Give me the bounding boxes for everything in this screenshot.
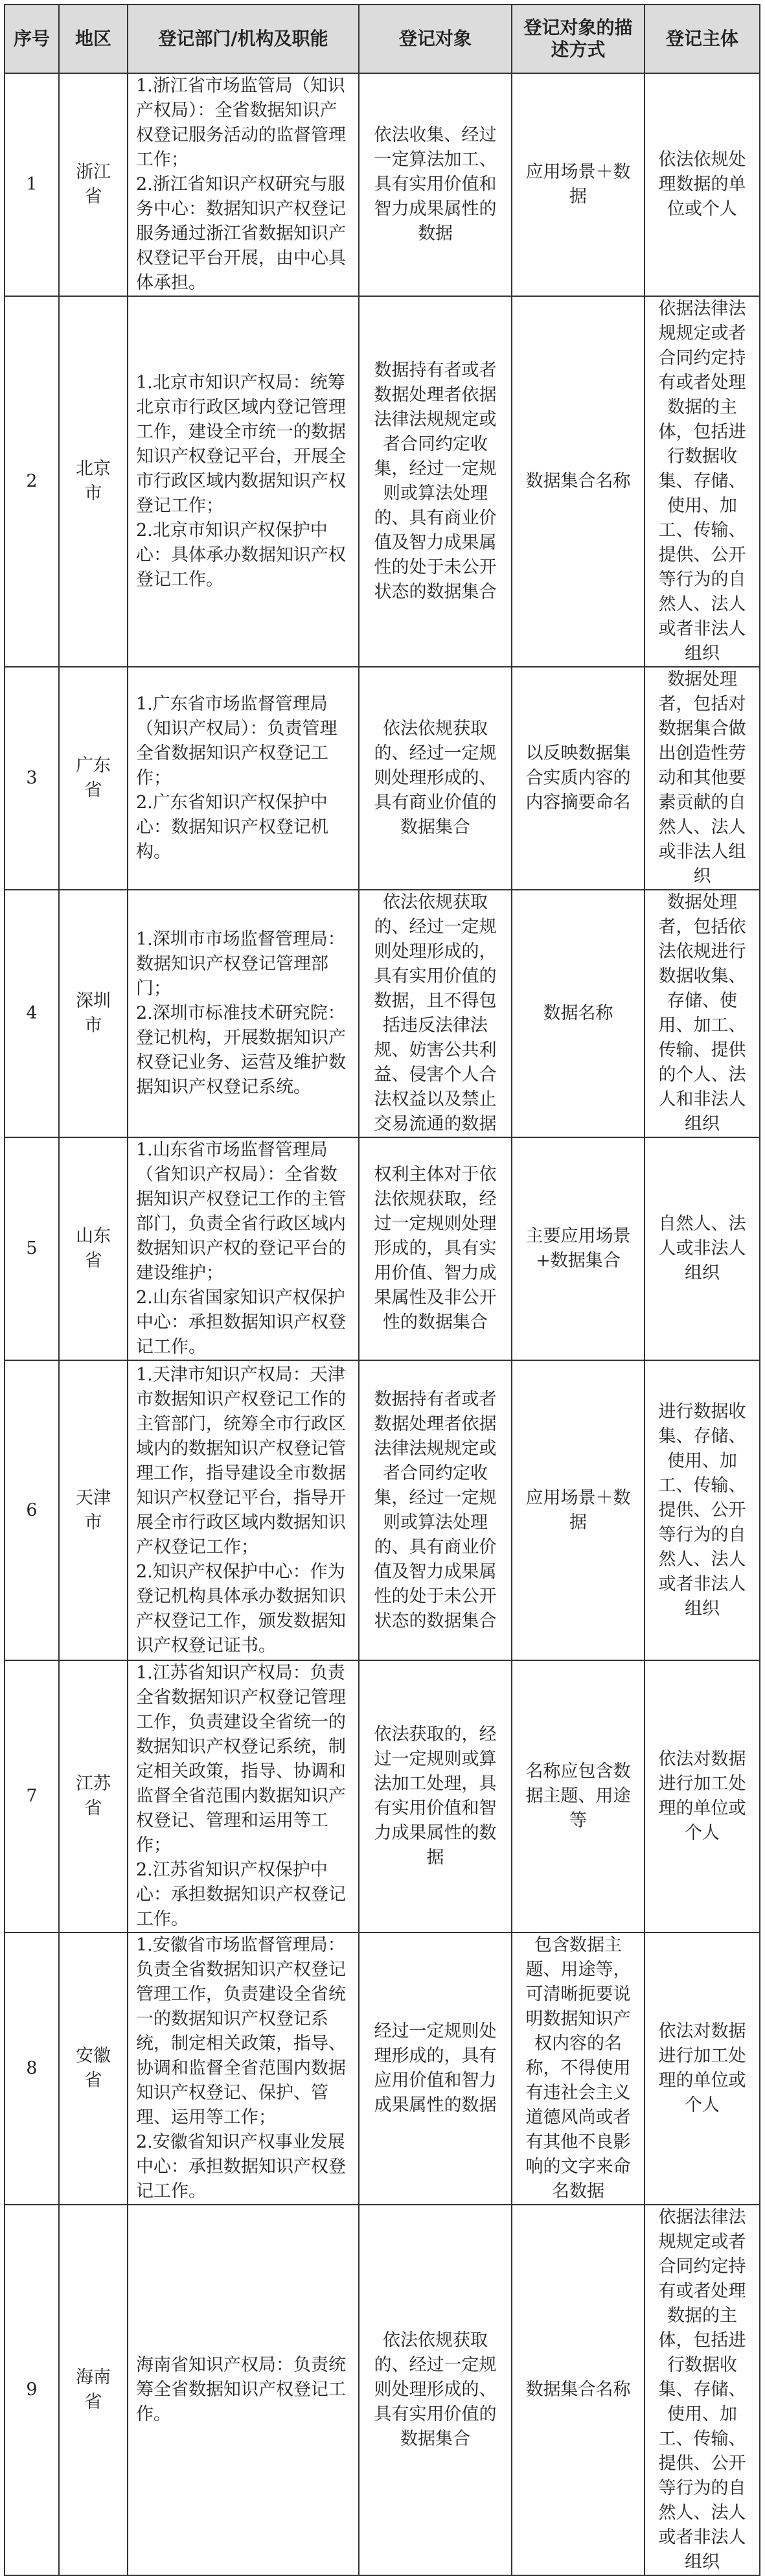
table-row: [5, 890, 760, 1137]
row-dept: [128, 667, 359, 890]
row-region: 广东省: [59, 667, 128, 890]
dept-paragraph: 2.浙江省知识产权研究与服务中心：数据知识产权登记服务通过浙江省数据知识产权登记平台开展，由中心具体承担。: [136, 174, 346, 293]
row-object: 依法依规获取的、经过一定规则处理形成的，具有实用价值的数据，且不得包括违反法律法规、妨害公共利益、侵害个人合法权益以及禁止交易流通的数据: [359, 890, 512, 1137]
row-object: 依法收集、经过一定算法加工、具有实用价值和智力成果属性的数据: [359, 73, 512, 296]
dept-paragraph: 2.北京市知识产权保护中心：具体承办数据知识产权登记工作。: [136, 520, 346, 590]
dept-paragraph: 1.山东省市场监督管理局（省知识产权局）：全省数据知识产权登记工作的主管部门，负责全省行政区域内数据知识产权的登记平台的建设维护；: [136, 1140, 346, 1283]
dept-paragraph: 海南省知识产权局：负责统筹全省数据知识产权登记工作。: [136, 2355, 346, 2424]
row-subject: 数据处理者，包括依法依规进行数据收集、存储、使用、加工、传输、提供的个人、法人和非法人组织: [645, 890, 760, 1137]
row-desc: 数据集合名称: [512, 296, 645, 667]
row-dept: [128, 1660, 359, 1932]
row-subject: 进行数据收集、存储、使用、加工、传输、提供、公开等行为的自然人、法人或者非法人组织: [645, 1360, 760, 1660]
row-no: 4: [5, 890, 59, 1137]
header-object: 登记对象: [359, 5, 512, 73]
dept-paragraph: 2.深圳市标准技术研究院：登记机构，开展数据知识产权登记业务、运营及维护数据知识产权登记系统。: [136, 1003, 346, 1097]
row-object: 权利主体对于依法依规获取，经过一定规则处理形成的，具有实用价值、智力成果属性及非公开性的数据集合: [359, 1137, 512, 1360]
row-subject: 依法对数据进行加工处理的单位或个人: [645, 1932, 760, 2205]
row-no: 6: [5, 1360, 59, 1660]
dept-paragraph: 2.广东省知识产权保护中心：数据知识产权登记机构。: [136, 793, 328, 862]
dept-paragraph: 1.北京市知识产权局：统筹北京市行政区域内登记管理工作，建设全市统一的数据知识产权登记平台，开展全市行政区域内数据知识产权登记工作；: [136, 373, 346, 516]
row-dept: [128, 73, 359, 296]
row-subject: 自然人、法人或非法人组织: [645, 1137, 760, 1360]
dept-paragraph: 2.安徽省知识产权事业发展中心：承担数据知识产权登记工作。: [136, 2132, 346, 2201]
table-row: [5, 667, 760, 890]
table-row: [5, 1360, 760, 1660]
row-no: 3: [5, 667, 59, 890]
dept-paragraph: 1.江苏省知识产权局：负责全省数据知识产权登记管理工作，负责建设全省统一的数据知识产权登记系统，制定相关政策，指导、协调和监督全省范围内数据知识产权登记、管理和运用等工作；: [136, 1663, 346, 1855]
row-dept: [128, 2205, 359, 2575]
row-no: 5: [5, 1137, 59, 1360]
row-dept: [128, 1137, 359, 1360]
header-dept: 登记部门/机构及职能: [128, 5, 359, 73]
header-desc: 登记对象的描述方式: [512, 5, 645, 73]
table-row: [5, 1660, 760, 1932]
row-dept: [128, 890, 359, 1137]
row-region: 北京市: [59, 296, 128, 667]
row-object: 依法依规获取的、经过一定规则处理形成的、具有实用价值的数据集合: [359, 2205, 512, 2575]
row-desc: 包含数据主题、用途等，可清晰扼要说明数据知识产权内容的名称，不得使用有违社会主义道德风尚或者有其他不良影响的文字来命名数据: [512, 1932, 645, 2205]
header-no: 序号: [5, 5, 59, 73]
table-row: [5, 1137, 760, 1360]
row-desc: 主要应用场景+数据集合: [512, 1137, 645, 1360]
header-region: 地区: [59, 5, 128, 73]
table-row: [5, 2205, 760, 2575]
row-dept: [128, 1932, 359, 2205]
row-region: 天津市: [59, 1360, 128, 1660]
table-row: [5, 1932, 760, 2205]
row-subject: 依法依规处理数据的单位或个人: [645, 73, 760, 296]
row-object: 依法依规获取的、经过一定规则处理形成的、具有商业价值的数据集合: [359, 667, 512, 890]
row-region: 山东省: [59, 1137, 128, 1360]
dept-paragraph: 1.广东省市场监督管理局（知识产权局）：负责管理全省数据知识产权登记工作；: [136, 694, 337, 788]
row-subject: 依据法律法规规定或者合同约定持有或者处理数据的主体，包括进行数据收集、存储、使用、加工、传输、提供、公开等行为的自然人、法人或者非法人组织: [645, 296, 760, 667]
dept-paragraph: 1.安徽省市场监督管理局：负责全省数据知识产权登记管理工作，负责建设全省统一的数据知识产权登记系统，制定相关政策，指导、协调和监督全省范围内数据知识产权登记、保护、管理、运用等工作；: [136, 1935, 346, 2128]
row-desc: 以反映数据集合实质内容的内容摘要命名: [512, 667, 645, 890]
row-region: 深圳市: [59, 890, 128, 1137]
dept-paragraph: 2.江苏省知识产权保护中心：承担数据知识产权登记工作。: [136, 1860, 346, 1929]
dept-paragraph: 2.山东省国家知识产权保护中心：承担数据知识产权登记工作。: [136, 1288, 346, 1357]
registration-table: [4, 4, 760, 2576]
table-row: [5, 73, 760, 296]
row-no: 2: [5, 296, 59, 667]
row-region: 浙江省: [59, 73, 128, 296]
row-desc: 应用场景＋数据: [512, 1360, 645, 1660]
dept-paragraph: 1.天津市知识产权局：天津市数据知识产权登记工作的主管部门，统筹全市行政区域内的数据知识产权登记管理工作，指导建设全市数据知识产权登记平台，指导开展全市行政区域内数据知识产权登记工作；: [136, 1364, 346, 1557]
row-no: 8: [5, 1932, 59, 2205]
row-region: 安徽省: [59, 1932, 128, 2205]
table-header-row: [5, 5, 760, 73]
row-no: 7: [5, 1660, 59, 1932]
row-desc: 名称应包含数据主题、用途等: [512, 1660, 645, 1932]
dept-paragraph: 1.浙江省市场监管局（知识产权局）：全省数据知识产权登记服务活动的监督管理工作；: [136, 76, 346, 170]
row-dept: [128, 296, 359, 667]
row-subject: 依据法律法规规定或者合同约定持有或者处理数据的主体，包括进行数据收集、存储、使用、加工、传输、提供、公开等行为的自然人、法人或者非法人组织: [645, 2205, 760, 2575]
row-no: 1: [5, 73, 59, 296]
row-object: 依法获取的，经过一定规则或算法加工处理，具有实用价值和智力成果属性的数据: [359, 1660, 512, 1932]
row-region: 江苏省: [59, 1660, 128, 1932]
dept-paragraph: 2.知识产权保护中心：作为登记机构具体承办数据知识产权登记工作，颁发数据知识产权登记证书。: [136, 1561, 346, 1656]
row-desc: 应用场景＋数据: [512, 73, 645, 296]
row-object: 数据持有者或者数据处理者依据法律法规规定或者合同约定收集，经过一定规则或算法处理的、具有商业价值及智力成果属性的处于未公开状态的数据集合: [359, 1360, 512, 1660]
table-row: [5, 296, 760, 667]
row-dept: [128, 1360, 359, 1660]
row-object: 数据持有者或者数据处理者依据法律法规规定或者合同约定收集，经过一定规则或算法处理的、具有商业价值及智力成果属性的处于未公开状态的数据集合: [359, 296, 512, 667]
dept-paragraph: 1.深圳市市场监督管理局：数据知识产权登记管理部门；: [136, 929, 345, 999]
row-region: 海南省: [59, 2205, 128, 2575]
row-subject: 数据处理者，包括对数据集合做出创造性劳动和其他要素贡献的自然人、法人或非法人组织: [645, 667, 760, 890]
row-no: 9: [5, 2205, 59, 2575]
row-subject: 依法对数据进行加工处理的单位或个人: [645, 1660, 760, 1932]
row-object: 经过一定规则处理形成的，具有应用价值和智力成果属性的数据: [359, 1932, 512, 2205]
row-desc: 数据名称: [512, 890, 645, 1137]
header-subject: 登记主体: [645, 5, 760, 73]
row-desc: 数据集合名称: [512, 2205, 645, 2575]
